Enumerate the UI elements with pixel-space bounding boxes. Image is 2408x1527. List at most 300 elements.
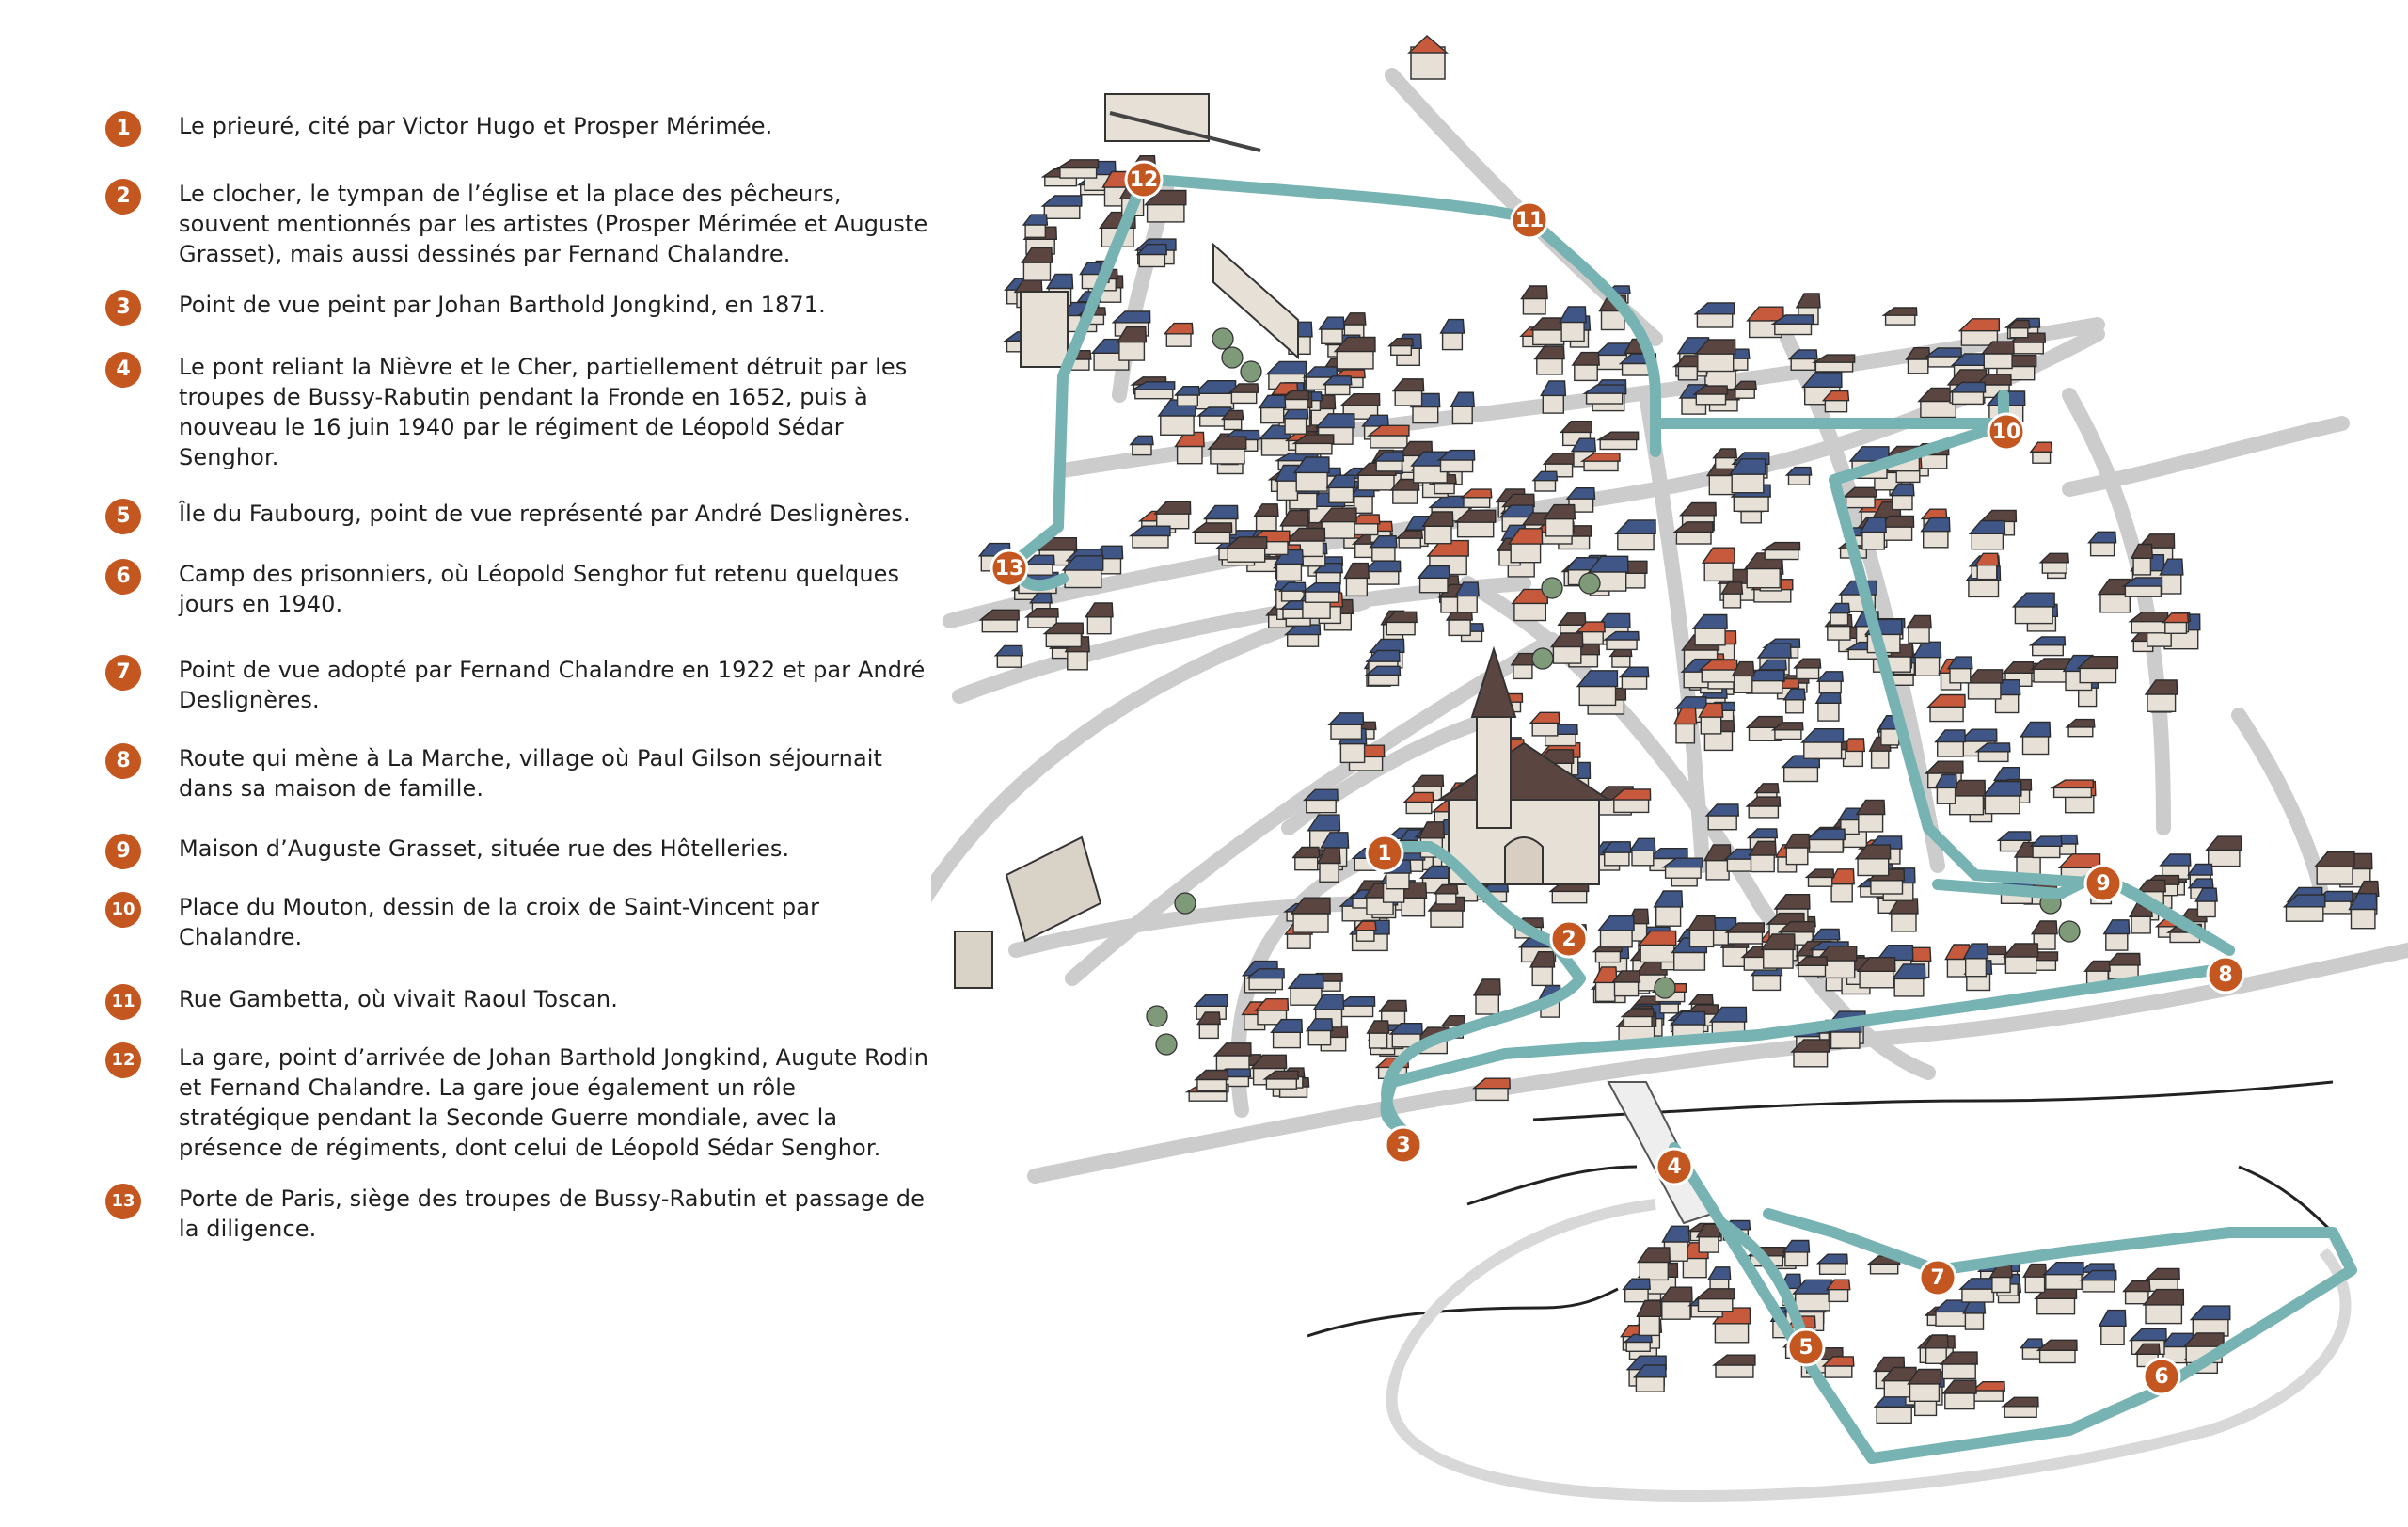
- building-108: [1176, 387, 1200, 406]
- building-wall: [2131, 915, 2150, 933]
- building-wall: [1391, 345, 1412, 355]
- building-wall: [1945, 1392, 1974, 1409]
- legend-number-badge: 2: [105, 179, 141, 215]
- tree-2: [1222, 347, 1243, 368]
- building-wall: [2165, 622, 2187, 634]
- building-wall: [1307, 799, 1336, 812]
- building-roof: [1080, 262, 1101, 274]
- legend-number-badge: 8: [105, 743, 141, 779]
- building-wall: [1443, 332, 1463, 350]
- building-roof: [1913, 642, 1941, 657]
- building-wall: [1735, 675, 1752, 692]
- building-329: [1530, 712, 1560, 736]
- building-roof: [2104, 920, 2130, 934]
- building-roof: [1697, 1289, 1735, 1299]
- legend-number-badge: 13: [105, 1184, 141, 1219]
- building-roof: [1925, 1335, 1949, 1348]
- building-wall: [1261, 406, 1284, 422]
- marker-number: 4: [1667, 1155, 1682, 1179]
- building-wall: [2197, 900, 2215, 917]
- building-roof: [1748, 307, 1783, 321]
- building-wall: [1028, 616, 1056, 628]
- building-wall: [1340, 742, 1364, 762]
- building-roof: [1936, 730, 1966, 742]
- building-715: [1907, 615, 1931, 643]
- building-roof: [2315, 852, 2354, 867]
- building-wall: [1894, 978, 1924, 996]
- building-roof: [2089, 532, 2116, 543]
- building-61: [1042, 196, 1082, 218]
- building-668: [2044, 1263, 2083, 1290]
- building-379: [1983, 782, 2021, 814]
- building-wall: [1372, 547, 1395, 562]
- building-376: [1967, 670, 2003, 699]
- building-roof: [2059, 854, 2099, 868]
- building-wall: [1449, 619, 1470, 636]
- building-roof: [1970, 521, 2004, 534]
- building-wall: [1909, 627, 1929, 643]
- building-roof: [1662, 1226, 1689, 1242]
- building-roof: [1441, 320, 1465, 334]
- building-wall: [1741, 511, 1761, 523]
- map-marker-8: [2208, 957, 2243, 993]
- building-wall: [1513, 664, 1532, 679]
- building-roof: [1624, 1279, 1651, 1289]
- building-wall: [1601, 929, 1633, 947]
- building-roof: [1131, 436, 1153, 444]
- building-roof: [1085, 603, 1113, 617]
- map-marker-3: [1386, 1127, 1421, 1163]
- building-roof: [1616, 520, 1656, 533]
- building-wall: [1537, 358, 1562, 374]
- building-wall: [1584, 460, 1618, 470]
- building-roof: [2285, 895, 2325, 907]
- building-roof: [2040, 553, 2068, 563]
- building-wall: [1775, 729, 1801, 740]
- building-roof: [1960, 1279, 1996, 1289]
- building-wall: [2017, 856, 2040, 875]
- building-wall: [1618, 533, 1654, 550]
- building-roof: [1307, 1019, 1332, 1031]
- building-wall: [1277, 563, 1302, 581]
- building-90: [1195, 381, 1236, 409]
- building-308: [1025, 555, 1054, 575]
- building-wall: [1701, 716, 1720, 734]
- building-roof: [995, 645, 1022, 655]
- building-roof: [1214, 1043, 1251, 1056]
- building-359: [1747, 797, 1780, 818]
- building-wall: [2147, 693, 2176, 712]
- map-marker-12: [1126, 162, 1162, 198]
- building-roof: [1256, 999, 1288, 1010]
- building-roof: [1620, 667, 1648, 676]
- building-wall: [1431, 910, 1463, 928]
- building-roof: [1561, 422, 1592, 433]
- building-roof: [1775, 895, 1810, 909]
- building-roof: [1676, 697, 1706, 708]
- legend-text: Porte de Paris, siège des troupes de Bussy-Rabutin et passage de la diligence.: [179, 1185, 925, 1242]
- building-wall: [2040, 1349, 2075, 1362]
- building-roof: [2191, 1306, 2230, 1320]
- legend-text: Maison d’Auguste Grasset, située rue des Hôtelleries.: [179, 835, 790, 862]
- building-wall: [2352, 908, 2375, 929]
- riverbank-line-3: [2239, 1167, 2333, 1233]
- building-roof: [1474, 979, 1500, 995]
- legend-text: Île du Faubourg, point de vue représenté par André Deslignères.: [179, 501, 911, 527]
- building-roof: [1293, 848, 1320, 858]
- building-roof: [1598, 432, 1639, 439]
- building-145: [1573, 353, 1599, 381]
- tree-11: [2059, 921, 2080, 942]
- building-363: [1795, 659, 1821, 678]
- building-719: [1155, 501, 1191, 528]
- building-roof: [2130, 612, 2168, 622]
- building-wall: [1370, 435, 1407, 448]
- building-wall: [1065, 569, 1101, 588]
- marker-number: 12: [1129, 168, 1159, 192]
- building-roof: [1026, 609, 1058, 617]
- building-roof: [1714, 1355, 1755, 1365]
- building-412: [1404, 792, 1434, 813]
- building-wall: [1434, 483, 1454, 494]
- building-wall: [1277, 480, 1297, 501]
- building-wall: [1296, 471, 1327, 491]
- building-roof: [1559, 613, 1586, 626]
- building-316: [1620, 667, 1648, 689]
- building-roof: [2161, 854, 2191, 866]
- building-roof: [2032, 921, 2057, 934]
- building-wall: [1293, 912, 1328, 932]
- building-386: [2089, 532, 2116, 555]
- building-wall: [1676, 723, 1694, 743]
- building-roof: [1344, 564, 1369, 579]
- building-wall: [1804, 741, 1842, 759]
- map-marker-13: [991, 550, 1027, 586]
- street-17: [2239, 715, 2323, 903]
- building-wall: [1716, 457, 1735, 469]
- building-148: [1521, 286, 1547, 314]
- map-marker-6: [2144, 1359, 2179, 1394]
- building-roof: [1637, 1301, 1661, 1317]
- building-roof: [1462, 489, 1492, 498]
- building-wall: [2068, 726, 2093, 737]
- building-roof: [1784, 835, 1810, 849]
- building-roof: [1802, 729, 1844, 742]
- building-wall: [1765, 549, 1798, 560]
- building-336: [1817, 672, 1843, 693]
- building-roof: [1787, 468, 1812, 475]
- building-474: [1655, 891, 1683, 926]
- building-wall: [1553, 645, 1580, 663]
- legend-number-badge: 12: [105, 1042, 141, 1078]
- building-wall: [1044, 205, 1080, 218]
- building-wall: [1715, 1322, 1748, 1343]
- building-roof: [2044, 1263, 2083, 1275]
- building-wall: [1614, 799, 1649, 813]
- building-725: [995, 645, 1022, 667]
- building-wall: [2005, 956, 2036, 973]
- building-wall: [1751, 854, 1775, 872]
- wall-ruin: [1006, 837, 1101, 941]
- building-wall: [1676, 531, 1711, 544]
- building-wall: [1662, 1300, 1690, 1319]
- building-140: [1535, 346, 1564, 374]
- building-wall: [1858, 857, 1889, 875]
- building-126: [1259, 395, 1286, 422]
- building-wall: [1624, 1016, 1652, 1026]
- building-653: [1943, 1380, 1976, 1408]
- building-wall: [1511, 543, 1540, 563]
- building-roof: [1967, 670, 2003, 683]
- building-wall: [1723, 593, 1740, 608]
- building-233: [2031, 442, 2052, 463]
- building-roof: [2099, 1311, 2126, 1327]
- building-wall: [1523, 297, 1545, 314]
- building-wall: [1716, 1364, 1753, 1377]
- building-160: [1695, 303, 1734, 327]
- building-727: [1026, 609, 1058, 628]
- building-541: [1474, 1078, 1510, 1100]
- building-roof: [1389, 339, 1414, 346]
- building-wall: [1985, 795, 2020, 814]
- building-wall: [1953, 391, 1984, 405]
- legend-text: La gare, point d’arrivée de Johan Barthold Jongkind, Augute Rodin et Fernand Chalandre. La gare joue également un rôle stratégique pendant la Seconde Guerre mondiale, avec la présence de régiments, dont celui de Léopold Sédar Senghor.: [179, 1044, 929, 1161]
- building-wall: [1820, 1263, 1846, 1275]
- building-roof: [1926, 761, 1963, 773]
- building-wall: [1532, 965, 1552, 985]
- building-roof: [1943, 1380, 1976, 1393]
- building-wall: [1784, 766, 1818, 781]
- building-642: [2003, 1397, 2038, 1417]
- building-wall: [1274, 1031, 1301, 1048]
- building-wall: [2025, 1276, 2044, 1293]
- building-wall: [1376, 460, 1402, 471]
- building-wall: [1420, 577, 1448, 593]
- building-wall: [1708, 815, 1736, 830]
- building-195: [1674, 522, 1713, 544]
- building-roof: [1205, 505, 1238, 518]
- building-488: [1807, 869, 1834, 886]
- building-wall: [1370, 1032, 1387, 1048]
- building-wall: [1329, 486, 1354, 502]
- building-wall: [1871, 1264, 1898, 1274]
- building-wall: [1846, 496, 1876, 508]
- building-roof: [1928, 695, 1965, 708]
- building-564: [1196, 1071, 1228, 1091]
- building-650: [1818, 1254, 1848, 1274]
- building-wall: [2013, 342, 2044, 354]
- map-marker-2: [1551, 921, 1587, 957]
- building-roof: [1304, 583, 1340, 592]
- legend-number-badge: 3: [105, 290, 141, 326]
- legend-text: Point de vue adopté par Fernand Chalandre en 1922 et par André Deslignères.: [179, 657, 926, 713]
- building-210: [1703, 548, 1735, 581]
- building-roof: [1289, 974, 1323, 988]
- building-wall: [1295, 856, 1318, 869]
- marker-number: 9: [2096, 872, 2111, 896]
- marker-number: 5: [1798, 1336, 1814, 1360]
- town-map: [931, 19, 2408, 1527]
- building-wall: [1320, 862, 1339, 883]
- building-231: [2031, 637, 2066, 656]
- legend-number-badge: 5: [105, 499, 141, 534]
- building-roof: [2131, 1328, 2167, 1340]
- building-wall: [1575, 364, 1597, 381]
- building-wall: [1706, 859, 1729, 880]
- building-672: [2099, 1311, 2126, 1345]
- building-wall: [1915, 1400, 1937, 1416]
- building-wall: [1216, 1055, 1249, 1071]
- legend-text: Le pont reliant la Nièvre et le Cher, partiellement détruit par les troupes de Bussy-Rabutin pendant la Fronde en 1652, puis à nouveau le 16 juin 1940 par le régiment de Léopold Sédar Senghor.: [179, 354, 908, 470]
- building-roof: [1599, 916, 1635, 931]
- building-roof: [1818, 1254, 1848, 1264]
- building-roof: [1113, 311, 1149, 323]
- building-roof: [1907, 615, 1931, 628]
- building-wall: [2037, 1297, 2075, 1314]
- building-wall: [1666, 867, 1702, 878]
- building-wall: [1399, 537, 1420, 548]
- building-roof: [2021, 723, 2051, 737]
- building-wall: [1871, 880, 1903, 894]
- building-wall: [1797, 667, 1819, 679]
- building-roof: [1959, 319, 1999, 331]
- building-wall: [1425, 525, 1451, 544]
- building-roof: [1573, 353, 1599, 366]
- building-wall: [1406, 801, 1432, 813]
- building-wall: [1587, 392, 1623, 404]
- legend-text: Rue Gambetta, où vivait Raoul Toscan.: [179, 986, 618, 1012]
- building-wall: [1910, 1382, 1940, 1401]
- building-roof: [1259, 395, 1286, 407]
- building-wall: [2080, 667, 2115, 683]
- legend-text: Place du Mouton, dessin de la croix de Saint-Vincent par Chalandre.: [179, 894, 820, 950]
- legend-number-badge: 11: [105, 984, 141, 1020]
- building-wall: [1636, 1376, 1664, 1392]
- building-551: [1474, 979, 1500, 1014]
- building-wall: [1358, 474, 1394, 490]
- marker-number: 6: [2154, 1365, 2169, 1389]
- building-151: [1585, 385, 1624, 404]
- building-wall: [1886, 314, 1915, 325]
- building-wall: [1535, 480, 1556, 491]
- building-wall: [1365, 571, 1399, 585]
- building-wall: [1308, 1029, 1330, 1045]
- building-wall: [2046, 1273, 2082, 1289]
- building-wall: [1196, 392, 1234, 409]
- building-roof: [1693, 615, 1727, 629]
- building-wall: [1306, 591, 1339, 602]
- building-roof: [1255, 504, 1278, 517]
- building-wall: [1809, 838, 1843, 852]
- building-roof: [1393, 379, 1423, 391]
- building-wall: [1476, 994, 1498, 1014]
- building-roof: [1530, 712, 1560, 723]
- building-roof: [1418, 822, 1444, 838]
- building-wall: [1357, 930, 1374, 941]
- building-roof: [1042, 196, 1082, 206]
- building-266: [1616, 520, 1656, 550]
- building-roof: [1655, 891, 1683, 907]
- building-roof: [1748, 829, 1777, 838]
- building-roof: [1329, 713, 1364, 725]
- building-490: [1807, 829, 1845, 852]
- building-wall: [1937, 787, 1955, 803]
- building-roof: [1193, 523, 1231, 533]
- legend-text: Route qui mène à La Marche, village où Paul Gilson séjournait dans sa maison de famille.: [179, 745, 883, 802]
- building-104: [1209, 437, 1246, 464]
- building-wall: [2317, 866, 2353, 884]
- map-marker-4: [1656, 1149, 1692, 1185]
- building-wall: [1930, 706, 1963, 722]
- building-roof: [1320, 317, 1344, 329]
- building-wall: [2034, 668, 2068, 682]
- building-roof: [2008, 321, 2030, 328]
- outlier-roof: [1409, 36, 1447, 53]
- building-roof: [1342, 313, 1365, 325]
- building-721: [1255, 504, 1278, 531]
- building-wall: [1815, 361, 1852, 372]
- building-wall: [1178, 394, 1198, 406]
- building-roof: [2031, 442, 2052, 452]
- building-roof: [1706, 804, 1738, 816]
- marker-number: 11: [1514, 209, 1545, 232]
- building-wall: [1413, 406, 1438, 422]
- building-444: [1293, 848, 1320, 870]
- building-wall: [1909, 358, 1928, 374]
- building-wall: [2209, 849, 2240, 867]
- building-wall: [1625, 1288, 1648, 1302]
- building-roof: [1975, 553, 1999, 565]
- building-wall: [1978, 751, 2008, 762]
- building-roof: [1795, 659, 1821, 668]
- building-wall: [1809, 877, 1832, 887]
- legend-text: Le clocher, le tympan de l’église et la place des pêcheurs, souvent mentionnés par les artistes (Prosper Mérimée et Auguste Grasset), mais aussi dessinés par Fernand Chalandre.: [179, 181, 928, 267]
- building-634: [1697, 1289, 1735, 1312]
- building-roof: [2003, 1397, 2038, 1407]
- building-roof: [1884, 308, 1917, 315]
- building-wall: [2022, 1347, 2040, 1359]
- building-362: [1857, 800, 1885, 831]
- building-wall: [1139, 253, 1164, 266]
- building-338: [1782, 756, 1820, 781]
- building-wall: [1395, 390, 1421, 406]
- building-wall: [2126, 1291, 2148, 1304]
- building-roof: [2052, 780, 2094, 787]
- building-roof: [1474, 1078, 1510, 1089]
- building-555: [1368, 1021, 1389, 1048]
- building-wall: [1532, 722, 1558, 736]
- building-wall: [2162, 573, 2181, 594]
- building-wall: [1966, 957, 1987, 976]
- building-wall: [1984, 353, 2012, 369]
- building-209: [1763, 543, 1799, 560]
- building-wall: [2033, 644, 2064, 656]
- marker-number: 8: [2218, 963, 2233, 987]
- building-wall: [1695, 628, 1725, 645]
- building-wall: [1249, 978, 1282, 990]
- building-roof: [1404, 792, 1434, 802]
- building-wall: [1346, 577, 1367, 596]
- building-365: [2021, 723, 2051, 755]
- building-wall: [2133, 557, 2150, 575]
- building-wall: [1798, 964, 1826, 976]
- building-588: [1688, 916, 1716, 947]
- legend-number-badge: 7: [105, 655, 141, 691]
- map-marker-5: [1788, 1329, 1824, 1365]
- building-92: [1131, 436, 1153, 454]
- building-wall: [1615, 981, 1639, 996]
- building-wall: [1119, 341, 1145, 360]
